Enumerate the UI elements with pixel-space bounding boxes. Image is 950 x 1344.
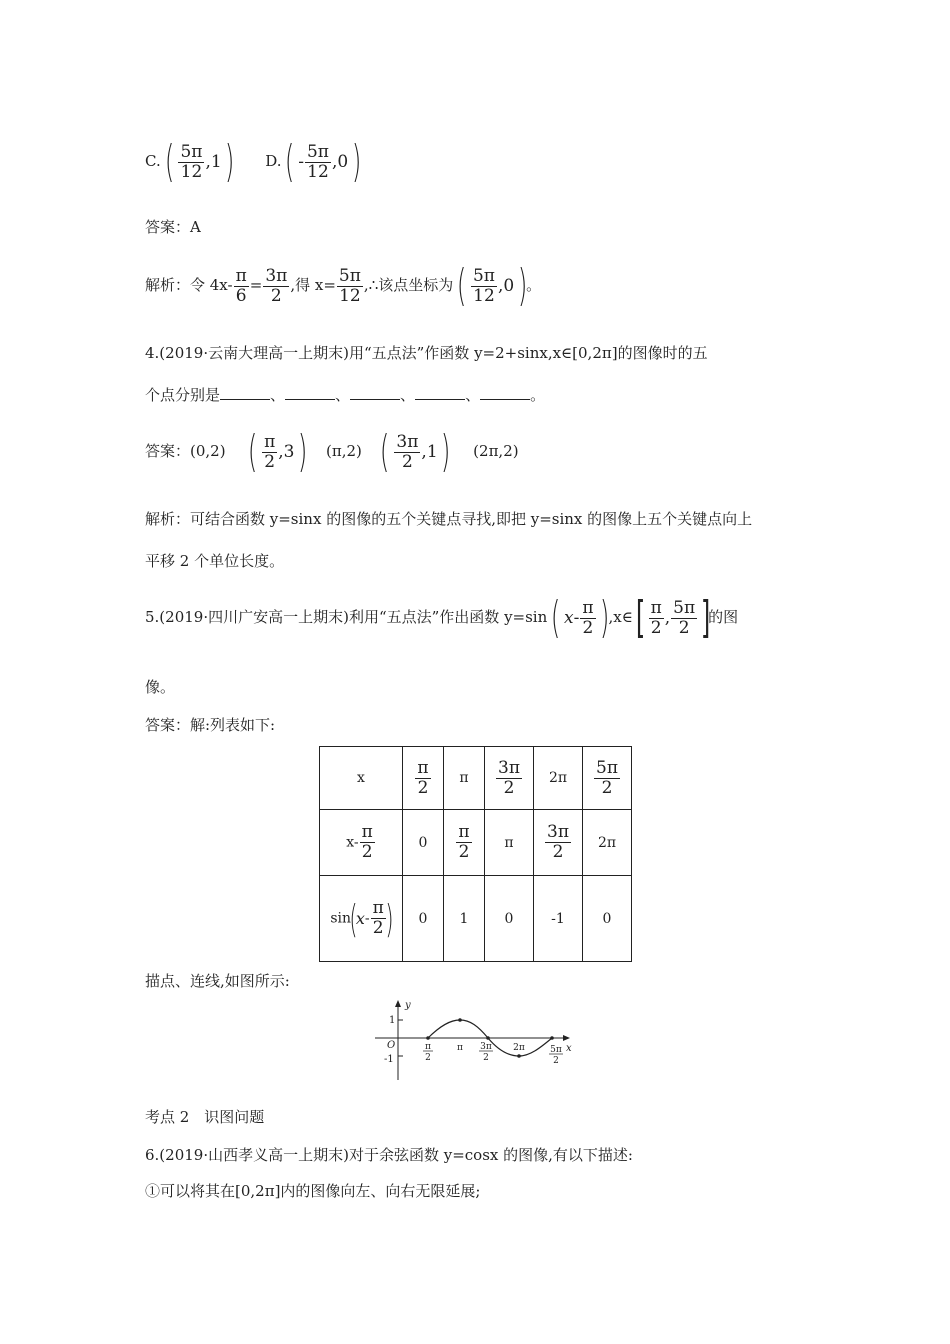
table-row bbox=[320, 810, 632, 876]
value-table bbox=[319, 746, 632, 962]
key-point bbox=[426, 1036, 430, 1040]
section-heading: 考点 2 识图问题 bbox=[145, 1108, 265, 1126]
option-c-tail: ,1 bbox=[205, 152, 222, 172]
key-point bbox=[486, 1036, 490, 1040]
minus: - bbox=[573, 608, 580, 628]
blank-3[interactable] bbox=[350, 387, 400, 400]
answer-point-4-frac: $\frac{3\pi}{2}$ bbox=[396, 431, 419, 472]
answer-point-3: (π,2) bbox=[326, 442, 362, 460]
blank-5[interactable] bbox=[480, 387, 530, 400]
q6-item1: ①可以将其在[0,2π]内的图像向左、向右无限延展; bbox=[145, 1182, 481, 1200]
paren-open: ( bbox=[248, 426, 258, 477]
equals: = bbox=[249, 276, 263, 294]
sine-graph bbox=[370, 998, 580, 1084]
y-axis-label: y bbox=[405, 1000, 411, 1011]
fraction-5pi-12: $\frac{5\pi}{12}$ bbox=[338, 265, 361, 306]
table-cell: π bbox=[444, 747, 485, 810]
bracket-open: [ bbox=[635, 592, 645, 643]
fraction-5pi-12: $\frac{5\pi}{12}$ bbox=[472, 265, 495, 306]
paren-close: ) bbox=[517, 260, 528, 311]
table-row bbox=[320, 747, 632, 810]
paren-close: ) bbox=[441, 426, 451, 477]
x-tick-label: 2 bbox=[553, 1056, 559, 1066]
comma: , bbox=[664, 608, 671, 628]
sep: 、 bbox=[335, 386, 351, 404]
q4-answer bbox=[145, 426, 519, 477]
plot-instruction: 描点、连线,如图所示: bbox=[145, 972, 290, 990]
q4-line2 bbox=[145, 384, 545, 405]
table-cell: $\frac{\pi}{2}$ bbox=[444, 810, 485, 876]
blank-2[interactable] bbox=[285, 387, 335, 400]
x-tick-label: 2π bbox=[513, 1043, 525, 1053]
q5-line2: 像。 bbox=[145, 678, 176, 696]
x-tick-label: 2 bbox=[425, 1053, 431, 1063]
paren-open: ( bbox=[380, 426, 390, 477]
table-cell: 0 bbox=[583, 876, 632, 962]
fraction-pi-6: $\frac{\pi}{6}$ bbox=[235, 265, 247, 306]
x-axis-label: x bbox=[566, 1043, 572, 1054]
option-c-label: C. bbox=[145, 152, 161, 170]
option-d-fraction: $\frac{5\pi}{12}$ bbox=[306, 141, 329, 182]
analysis-mid: ,得 x= bbox=[290, 276, 336, 294]
paren-open: ( bbox=[550, 592, 561, 643]
table-row bbox=[320, 876, 632, 962]
option-d-label: D. bbox=[265, 152, 282, 170]
table-cell: $\frac{3\pi}{2}$ bbox=[485, 747, 534, 810]
var-x: x bbox=[564, 608, 574, 628]
table-cell: 0 bbox=[403, 876, 444, 962]
y-tick-minus1: -1 bbox=[384, 1054, 394, 1065]
q3-analysis bbox=[145, 260, 542, 311]
table-cell: -1 bbox=[534, 876, 583, 962]
sep: 、 bbox=[270, 386, 286, 404]
q5-tail: 的图 bbox=[708, 608, 739, 626]
table-cell: 2π bbox=[534, 747, 583, 810]
q5-domain-prefix: ,x∈ bbox=[608, 608, 633, 626]
key-point bbox=[458, 1018, 462, 1022]
option-d-tail: ,0 bbox=[331, 152, 349, 172]
fraction-pi-2: $\frac{\pi}{2}$ bbox=[650, 597, 662, 638]
table-cell: π bbox=[485, 810, 534, 876]
q4-analysis-line2: 平移 2 个单位长度。 bbox=[145, 552, 285, 570]
table-cell: 0 bbox=[485, 876, 534, 962]
answer-point-2-frac: $\frac{\pi}{2}$ bbox=[264, 431, 276, 472]
fraction-3pi-2: $\frac{3\pi}{2}$ bbox=[265, 265, 288, 306]
table-cell: x- $\frac{\pi}{2}$ bbox=[320, 810, 403, 876]
q3-answer: 答案：A bbox=[145, 218, 201, 236]
q4-end: 。 bbox=[530, 386, 546, 404]
q4-line1: 4.(2019·云南大理高一上期末)用“五点法”作函数 y=2+sinx,x∈[0,2π]的图像时的五 bbox=[145, 344, 708, 362]
table-cell: 0 bbox=[403, 810, 444, 876]
paren-open: ( bbox=[164, 136, 174, 187]
table-cell: x bbox=[320, 747, 403, 810]
key-point bbox=[550, 1036, 554, 1040]
q5-line1 bbox=[145, 592, 739, 643]
paren-open: ( bbox=[285, 136, 295, 187]
table-cell: $\frac{5\pi}{2}$ bbox=[583, 747, 632, 810]
fraction-pi-2: $\frac{\pi}{2}$ bbox=[582, 597, 594, 638]
q4-line2-prefix: 个点分别是 bbox=[145, 386, 221, 404]
answer-label: 答案： bbox=[145, 442, 191, 460]
analysis-prefix: 解析：令 4x- bbox=[145, 276, 233, 294]
table-cell: $\frac{3\pi}{2}$ bbox=[534, 810, 583, 876]
blank-4[interactable] bbox=[415, 387, 465, 400]
bracket-close: ] bbox=[700, 592, 711, 643]
x-axis-arrow bbox=[563, 1035, 570, 1041]
paren-close: ) bbox=[225, 136, 235, 187]
answer-point-4-tail: ,1 bbox=[421, 442, 438, 462]
y-axis-arrow bbox=[395, 1000, 401, 1007]
paren-open: ( bbox=[456, 260, 467, 311]
paren-close: ) bbox=[600, 592, 610, 643]
key-point bbox=[517, 1054, 521, 1058]
q3-options bbox=[145, 136, 362, 187]
x-tick-label: 3π bbox=[480, 1042, 492, 1052]
q4-analysis-line1: 解析：可结合函数 y=sinx 的图像的五个关键点寻找,即把 y=sinx 的图像上五个关键点向上 bbox=[145, 510, 753, 528]
table-cell: 1 bbox=[444, 876, 485, 962]
table-cell: sin(x- $\frac{\pi}{2}$ ) bbox=[320, 876, 403, 962]
sep: 、 bbox=[465, 386, 481, 404]
x-tick-label: 5π bbox=[550, 1045, 562, 1055]
analysis-tail: ,0 bbox=[497, 276, 515, 296]
option-c-fraction: $\frac{5\pi}{12}$ bbox=[180, 141, 203, 182]
table-cell: 2π bbox=[583, 810, 632, 876]
option-d-minus: - bbox=[298, 152, 304, 172]
answer-point-5: (2π,2) bbox=[473, 442, 519, 460]
answer-point-2-tail: ,3 bbox=[278, 442, 295, 462]
answer-point-1: (0,2) bbox=[190, 442, 226, 460]
paren-close: ) bbox=[351, 136, 362, 187]
q5-prefix: 5.(2019·四川广安高一上期末)利用“五点法”作出函数 y=sin bbox=[145, 608, 548, 626]
analysis-end: 。 bbox=[526, 276, 542, 294]
x-tick-label: 2 bbox=[483, 1053, 489, 1063]
analysis-mid2: ,∴该点坐标为 bbox=[363, 276, 454, 294]
paren-close: ) bbox=[298, 426, 308, 477]
origin-label: O bbox=[387, 1040, 396, 1051]
sep: 、 bbox=[400, 386, 416, 404]
x-tick-label: π bbox=[457, 1043, 463, 1053]
y-tick-1: 1 bbox=[389, 1015, 396, 1026]
q5-answer: 答案：解:列表如下: bbox=[145, 716, 276, 734]
q6-line1: 6.(2019·山西孝义高一上期末)对于余弦函数 y=cosx 的图像,有以下描述: bbox=[145, 1146, 633, 1164]
table-cell: $\frac{\pi}{2}$ bbox=[403, 747, 444, 810]
fraction-5pi-2: $\frac{5\pi}{2}$ bbox=[673, 597, 696, 638]
x-tick-label: π bbox=[425, 1042, 431, 1052]
blank-1[interactable] bbox=[220, 387, 270, 400]
